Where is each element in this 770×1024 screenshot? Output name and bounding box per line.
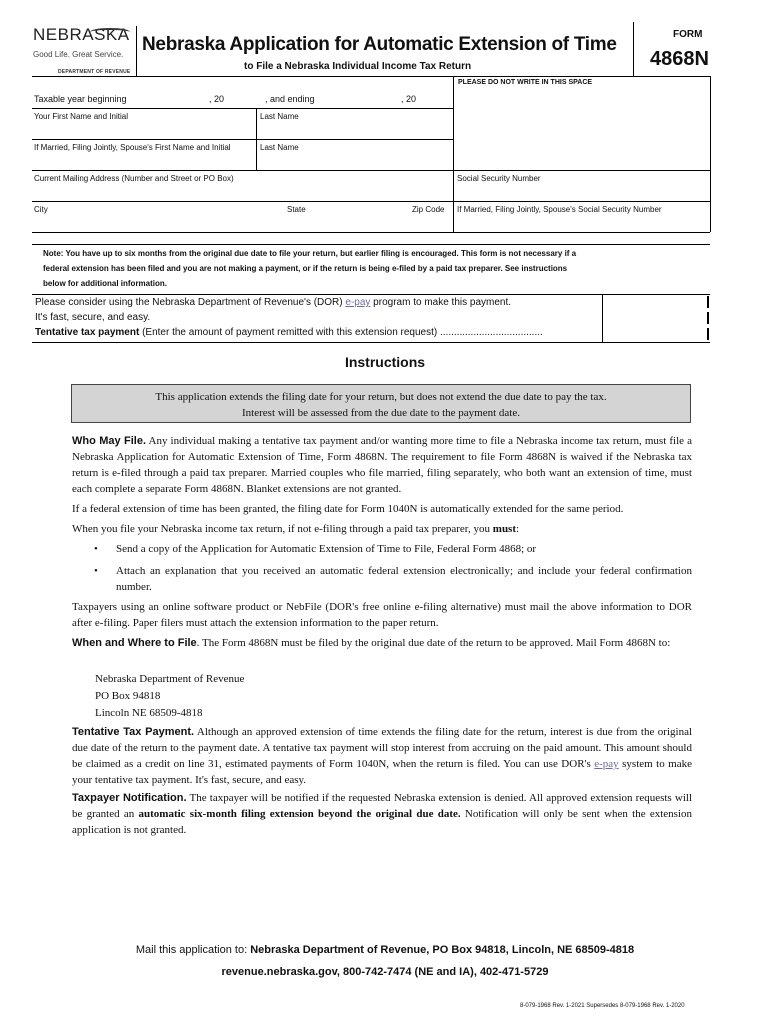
form-subtitle: to File a Nebraska Individual Income Tax Return bbox=[244, 61, 472, 72]
note-bottom-rule bbox=[32, 294, 710, 295]
epay-link[interactable]: e-pay bbox=[345, 297, 371, 308]
tax-year-label: Taxable year beginning bbox=[34, 94, 127, 104]
tax-year-begin-input[interactable] bbox=[144, 92, 208, 106]
tentative-payment-desc: (Enter the amount of payment remitted with this extension request) ..................................... bbox=[139, 327, 543, 338]
who-may-file-text: Any individual making a tentative tax payment and/or wanting more time to file a Nebraska income tax return, must file a Nebraska Application for Automatic Extension of Time, Form 4868N. The requirement to file Form 4868N is waived if the Nebraska tax return is e-filed through a paid tax preparer. Married couples who file married, filing separately, who both want an extension of time, must each complete a separate Form 4868N. Blanket extensions are not granted. bbox=[72, 435, 692, 495]
tax-year-begin-year-input[interactable] bbox=[232, 92, 264, 106]
rule-row5 bbox=[32, 232, 710, 233]
tentative-tax-text: Although an approved extension of time extends the filing date for the return, interest is due from the original due date of the return to the payment date. A tentative tax payment will stop interest from accruing on the paid amount. This amount should be claimed as a credit on line 31, estimated payments of Form 1040N, when the return is filed. You can use DOR's bbox=[72, 726, 693, 770]
payment-box-left bbox=[602, 294, 603, 342]
logo-department: DEPARTMENT OF REVENUE bbox=[58, 69, 131, 75]
mail-address-1: Nebraska Department of Revenue bbox=[95, 673, 245, 685]
contact-line: revenue.nebraska.gov, 800-742-7474 (NE and IA), 402-471-5729 bbox=[221, 966, 549, 978]
tentative-payment-input[interactable] bbox=[606, 324, 704, 340]
header-divider-left bbox=[136, 26, 137, 76]
notification-text: The taxpayer will be notified if the requested Nebraska extension is denied. All approved extension requests will be granted an bbox=[72, 792, 692, 820]
payment-tick-2 bbox=[707, 312, 709, 324]
when-file-text: When you file your Nebraska income tax return, if not e-filing through a paid tax preparer, you bbox=[72, 523, 493, 535]
mail-to-address: Nebraska Department of Revenue, PO Box 94818, Lincoln, NE 68509-4818 bbox=[250, 944, 635, 956]
spouse-ssn-label: If Married, Filing Jointly, Spouse's Social Security Number bbox=[457, 205, 662, 214]
tax-year-end-year-input[interactable] bbox=[424, 92, 450, 106]
city-input[interactable] bbox=[34, 217, 284, 231]
logo-tagline: Good Life. Great Service. bbox=[33, 50, 124, 59]
payment-bottom-rule bbox=[32, 342, 710, 343]
mail-address-2: PO Box 94818 bbox=[95, 690, 161, 702]
tentative-tax-para bbox=[72, 724, 692, 788]
tax-year-comma-20b: , 20 bbox=[401, 94, 417, 104]
callout-line-2: Interest will be assessed from the due date to the payment date. bbox=[242, 407, 520, 419]
tentative-tax-heading: Tentative Tax Payment. bbox=[72, 726, 195, 738]
form-label: FORM bbox=[673, 29, 703, 40]
federal-granted-para: If a federal extension of time has been granted, the filing date for Form 1040N is automatically extended for the same period. bbox=[72, 503, 624, 515]
logo-wordmark: NEBRASKA bbox=[33, 25, 130, 44]
when-where-text: . The Form 4868N must be filed by the original due date of the return to be approved. Mail Form 4868N to: bbox=[196, 637, 671, 649]
zip-input[interactable] bbox=[408, 217, 450, 231]
state-input[interactable] bbox=[287, 217, 405, 231]
address-input[interactable] bbox=[34, 186, 449, 200]
when-file-para bbox=[72, 521, 692, 537]
city-label: City bbox=[34, 205, 48, 214]
tax-year-and-ending: , and ending bbox=[265, 94, 315, 104]
callout-line-1: This application extends the filing date for your return, but does not extend the due date to pay the tax. bbox=[155, 391, 607, 403]
grid-divider-right bbox=[453, 76, 454, 232]
notification-heading: Taxpayer Notification. bbox=[72, 792, 187, 804]
spouse-first-name-input[interactable] bbox=[34, 155, 252, 169]
bullet-text-1: Send a copy of the Application for Automatic Extension of Time to File, Federal Form 4868; or bbox=[116, 543, 537, 555]
first-name-label: Your First Name and Initial bbox=[34, 112, 128, 121]
note-line-3: below for additional information. bbox=[43, 279, 167, 288]
tentative-epay-link[interactable]: e-pay bbox=[594, 758, 619, 770]
spouse-first-name-label: If Married, Filing Jointly, Spouse's First Name and Initial bbox=[34, 143, 231, 152]
spouse-last-name-label: Last Name bbox=[260, 143, 299, 152]
epay-text-post: program to make this payment. bbox=[370, 297, 512, 308]
ssn-input[interactable] bbox=[457, 186, 707, 200]
tentative-payment-line bbox=[35, 327, 543, 338]
tentative-tax-text-end: system to make your tentative tax payment. It's fast, secure, and easy. bbox=[72, 758, 692, 786]
when-file-colon: : bbox=[516, 523, 520, 535]
note-line-2: federal extension has been filed and you are not making a payment, or if the return is being e-filed by a paid tax preparer. See instructions bbox=[43, 264, 568, 273]
logo-swoosh-icon bbox=[90, 28, 130, 36]
last-name-label: Last Name bbox=[260, 112, 299, 121]
mail-to-line bbox=[0, 944, 770, 956]
when-file-must: must bbox=[492, 523, 517, 535]
state-label: State bbox=[287, 205, 306, 214]
header-divider-right bbox=[633, 22, 634, 76]
address-label: Current Mailing Address (Number and Street or PO Box) bbox=[34, 174, 234, 183]
mail-to-label: Mail this application to: bbox=[135, 944, 251, 956]
rule-row1 bbox=[32, 108, 453, 109]
who-may-file-heading: Who May File. bbox=[72, 435, 147, 447]
instructions-callout bbox=[71, 384, 691, 423]
ssn-label: Social Security Number bbox=[457, 174, 541, 183]
tax-year-comma-20a: , 20 bbox=[209, 94, 225, 104]
who-may-file-para bbox=[72, 433, 692, 497]
when-where-para bbox=[72, 635, 692, 651]
note-top-rule bbox=[32, 244, 710, 245]
rule-row2 bbox=[32, 139, 453, 140]
notification-text-end: Notification will only be sent when the extension application is not granted. bbox=[72, 808, 692, 836]
bullet-text-2: Attach an explanation that you received an automatic federal extension electronically; and include your federal confirmation number. bbox=[116, 565, 692, 593]
tax-year-end-input[interactable] bbox=[328, 92, 400, 106]
notification-para bbox=[72, 790, 692, 838]
do-not-write-label: PLEASE DO NOT WRITE IN THIS SPACE bbox=[458, 79, 593, 86]
first-name-input[interactable] bbox=[34, 124, 252, 138]
note-line-1: Note: You have up to six months from the original due date to file your return, but earlier filing is encouraged. This form is not necessary if a bbox=[43, 249, 577, 258]
when-where-heading: When and Where to File bbox=[72, 637, 197, 649]
spouse-last-name-input[interactable] bbox=[260, 155, 450, 169]
bullet-marker-2: • bbox=[94, 565, 98, 577]
last-name-input[interactable] bbox=[260, 124, 450, 138]
notification-bold: automatic six-month filing extension beyond the original due date. bbox=[138, 808, 461, 820]
epay-text-pre: Please consider using the Nebraska Department of Revenue's (DOR) bbox=[35, 297, 346, 308]
bullet-marker-1: • bbox=[94, 543, 98, 555]
rule-row4 bbox=[32, 201, 710, 202]
epay-line-2: It's fast, secure, and easy. bbox=[35, 312, 151, 323]
software-para: Taxpayers using an online software product or NebFile (DOR's free online e-filing alternative) must mail the above information to DOR after e-filing. Paper filers must attach the extension information to the paper return. bbox=[72, 601, 692, 629]
note-block bbox=[32, 246, 710, 291]
payment-tick-3 bbox=[707, 328, 709, 340]
spouse-ssn-input[interactable] bbox=[457, 217, 707, 231]
rule-row3 bbox=[32, 170, 710, 171]
form-title: Nebraska Application for Automatic Extension of Time bbox=[142, 34, 617, 55]
mail-address-3: Lincoln NE 68509-4818 bbox=[95, 707, 203, 719]
zip-label: Zip Code bbox=[412, 205, 445, 214]
payment-tick-1 bbox=[707, 296, 709, 308]
epay-line bbox=[35, 297, 511, 308]
grid-right-edge bbox=[710, 76, 711, 232]
header-bottom-rule bbox=[32, 76, 710, 77]
tentative-payment-label: Tentative tax payment bbox=[35, 327, 140, 338]
instructions-heading: Instructions bbox=[344, 354, 426, 370]
revision-code: 8-079-1968 Rev. 1-2021 Supersedes 8-079-1968 Rev. 1-2020 bbox=[520, 1003, 685, 1009]
form-number: 4868N bbox=[650, 48, 709, 70]
